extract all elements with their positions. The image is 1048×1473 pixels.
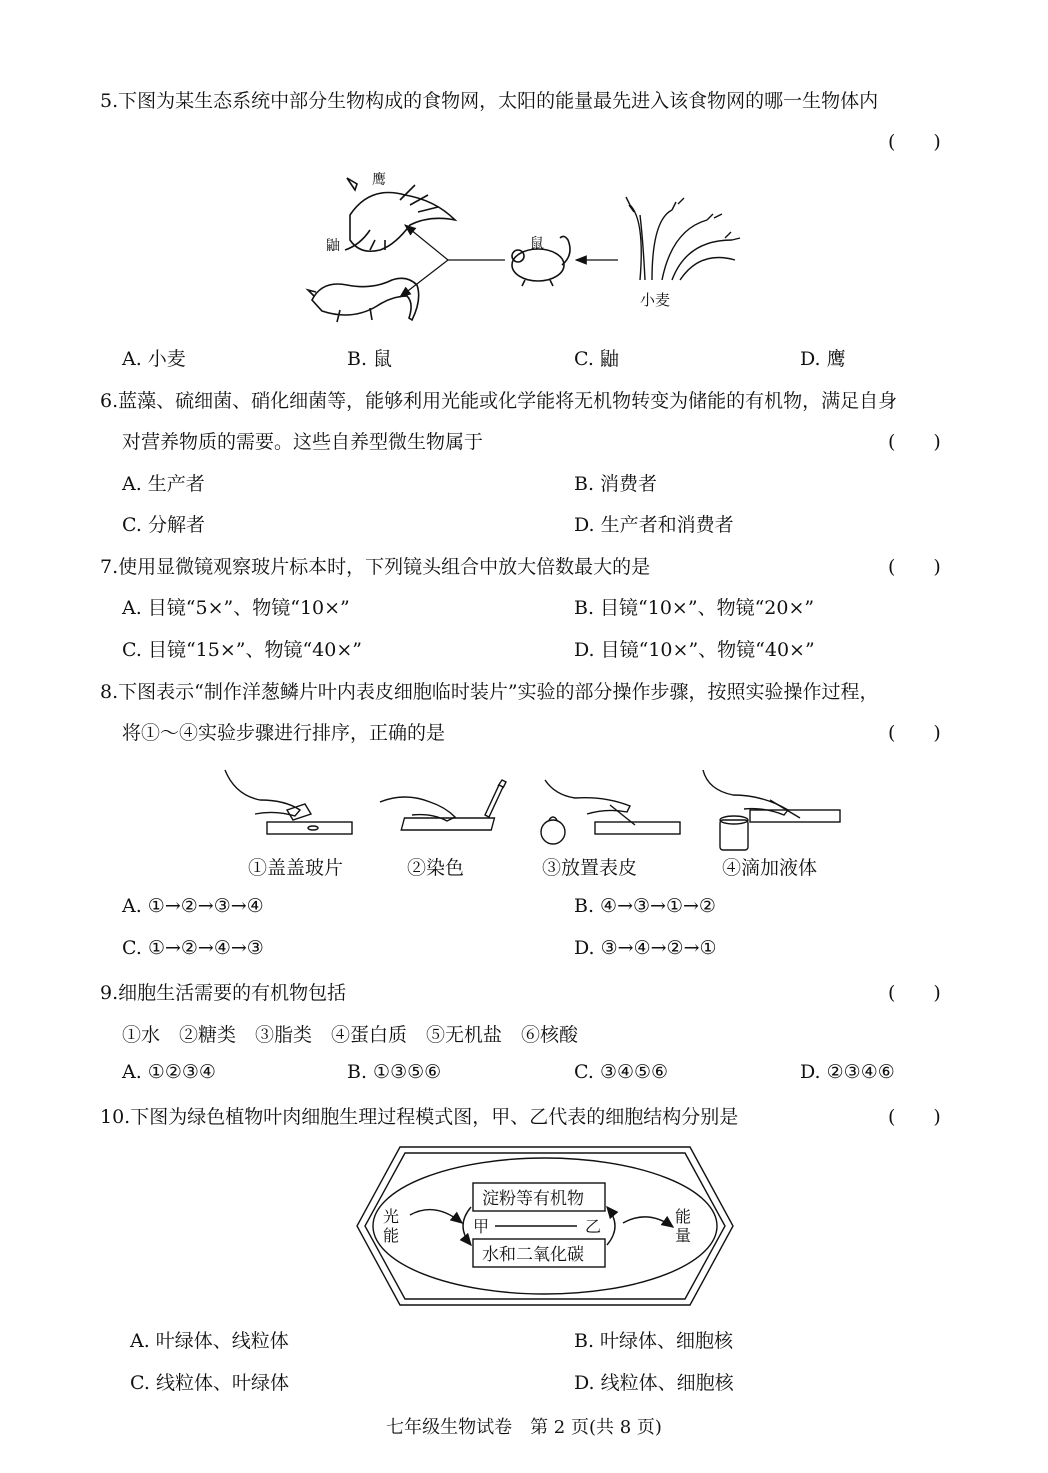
q6-stem-line2: 对营养物质的需要。这些自养型微生物属于 [122,431,484,453]
q5-food-web-figure [300,160,780,340]
eagle-icon [345,178,455,251]
mouse-label: 鼠 [530,236,544,252]
q5-stem: 5.下图为某生态系统中部分生物构成的食物网，太阳的能量最先进入该食物网的哪一生物体内 [100,90,879,112]
wheat-label: 小麦 [640,291,671,309]
q10-light-label-2: 能 [383,1226,400,1245]
q10-bottom-box-label: 水和二氧化碳 [482,1245,584,1265]
q10-option-c[interactable]: C. 线粒体、叶绿体 [130,1372,289,1394]
q6-stem-line1: 6.蓝藻、硫细菌、硝化细菌等，能够利用光能或化学能将无机物转变为储能的有机物，满足自身 [100,390,898,412]
q9-items: ①水 ②糖类 ③脂类 ④蛋白质 ⑤无机盐 ⑥核酸 [122,1024,579,1046]
q8-option-c[interactable]: C. ①→②→④→③ [122,937,264,959]
q8-figure-label-4: ④滴加液体 [722,857,818,879]
q7-option-a[interactable]: A. 目镜“5×”、物镜“10×” [122,597,350,619]
q9-option-d[interactable]: D. ②③④⑥ [800,1061,895,1083]
q9-option-c[interactable]: C. ③④⑤⑥ [574,1061,669,1083]
q10-top-box-label: 淀粉等有机物 [482,1189,584,1209]
weasel-label: 鼬 [326,238,340,254]
q10-energy-label-1: 能 [675,1207,692,1226]
q10-jia-label: 甲 [473,1217,490,1236]
q6-option-b[interactable]: B. 消费者 [574,473,658,495]
q10-option-b[interactable]: B. 叶绿体、细胞核 [574,1330,734,1352]
q6-option-a[interactable]: A. 生产者 [122,473,205,495]
q5-option-d[interactable]: D. 鹰 [800,348,846,370]
q7-option-d[interactable]: D. 目镜“10×”、物镜“40×” [574,639,815,661]
q8-answer-paren: ( ) [888,722,941,744]
cover-slip-step-icon [225,770,352,834]
weasel-icon [308,278,419,322]
page-footer: 七年级生物试卷 第 2 页(共 8 页) [386,1417,662,1438]
q8-figure-label-2: ②染色 [407,857,465,879]
q10-cell-diagram [355,1145,735,1307]
q9-stem: 9.细胞生活需要的有机物包括 [100,982,347,1004]
q8-figure-label-3: ③放置表皮 [542,857,638,879]
wheat-icon [626,197,740,280]
q8-option-a[interactable]: A. ①→②→③→④ [122,895,264,917]
eagle-label: 鹰 [372,172,386,188]
q5-option-a[interactable]: A. 小麦 [122,348,186,370]
q8-figure-label-1: ①盖盖玻片 [248,857,344,879]
q10-energy-label-2: 量 [675,1226,692,1245]
q8-stem-line2: 将①～④实验步骤进行排序，正确的是 [122,722,446,744]
stain-step-icon [380,780,506,830]
q5-option-c[interactable]: C. 鼬 [574,348,619,370]
q5-answer-paren: ( ) [888,131,941,153]
q6-option-d[interactable]: D. 生产者和消费者 [574,514,734,536]
q10-option-d[interactable]: D. 线粒体、细胞核 [574,1372,734,1394]
q9-option-b[interactable]: B. ①③⑤⑥ [347,1061,442,1083]
add-liquid-step-icon [703,770,840,850]
q6-option-c[interactable]: C. 分解者 [122,514,205,536]
q10-stem: 10.下图为绿色植物叶肉细胞生理过程模式图，甲、乙代表的细胞结构分别是 [100,1106,739,1128]
q9-option-a[interactable]: A. ①②③④ [122,1061,216,1083]
q7-answer-paren: ( ) [888,556,941,578]
q10-option-a[interactable]: A. 叶绿体、线粒体 [130,1330,289,1352]
q10-answer-paren: ( ) [888,1106,941,1128]
q10-yi-label: 乙 [585,1217,602,1236]
q10-light-label-1: 光 [383,1207,400,1226]
q7-stem: 7.使用显微镜观察玻片标本时，下列镜头组合中放大倍数最大的是 [100,556,651,578]
q8-option-b[interactable]: B. ④→③→①→② [574,895,716,917]
q8-stem-line1: 8.下图表示“制作洋葱鳞片叶内表皮细胞临时装片”实验的部分操作步骤，按照实验操作过程， [100,681,879,703]
q9-answer-paren: ( ) [888,982,941,1004]
place-epidermis-step-icon [541,780,680,844]
q6-answer-paren: ( ) [888,431,941,453]
q5-option-b[interactable]: B. 鼠 [347,348,393,370]
q8-option-d[interactable]: D. ③→④→②→① [574,937,717,959]
q7-option-c[interactable]: C. 目镜“15×”、物镜“40×” [122,639,362,661]
q7-option-b[interactable]: B. 目镜“10×”、物镜“20×” [574,597,815,619]
